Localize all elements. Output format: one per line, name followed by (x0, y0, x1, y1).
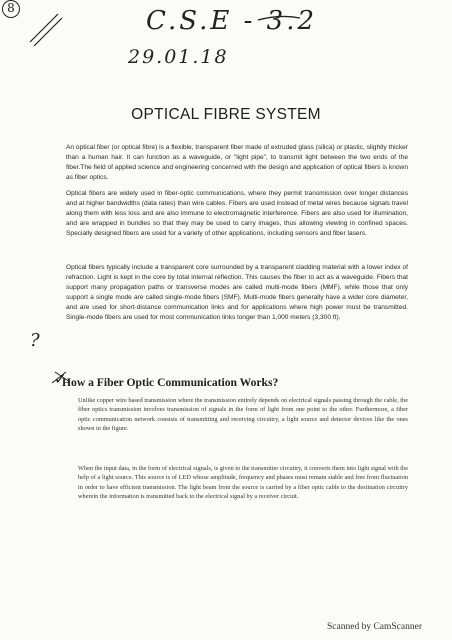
paragraph-uses: Optical fibers are widely used in fiber-optic communications, where they permit transmission over longer distances and at higher bandwidths (data rates) than wire cables. Fibers are used instead of metal wires because signals travel along them with less loss and are also immune to electromagnetic interference. Fibers are also used for illumination, and are wrapped in bundles so that they may be used to carry images, thus allowing viewing in confined spaces. Specially designed fibers are used for a variety of other applications, including sensors and fiber lasers. (66, 190, 408, 238)
handwritten-course-code: C.S.E - 3.2 (146, 6, 318, 36)
scanner-watermark: Scanned by CamScanner (327, 622, 422, 632)
paragraph-transmission: Unlike copper wire based transmission where the transmission entirely depends on electrical signals passing through the cable, the fiber optics transmission involves transmission of signals in the form of light from one point to the other. Furthermore, a fiber optic communication network consists of transmitting and receiving circuitry, a light source and detector devices like the ones shown in the figure. (78, 397, 408, 433)
section-heading: How a Fiber Optic Communication Works? (62, 376, 279, 389)
paragraph-process: When the input data, in the form of electrical signals, is given to the transmitter circuitry, it converts them into light signal with the help of a light source. This source is of LED whose amplitude, frequency and phases must remain stable and free from fluctuation in order to have efficient transmission. The light beam from the source is carried by a fiber optic cable to the destination circuitry wherein the information is transmitted back to the electrical signal by a receiver circuit. (78, 465, 408, 501)
handwritten-date: 29.01.18 (128, 46, 229, 68)
handwritten-page-number: 8 (2, 0, 20, 18)
paragraph-structure: Optical fibers typically include a transparent core surrounded by a transparent cladding material with a lower index of refraction. Light is kept in the core by total internal reflection. This causes the fiber to act as a waveguide. Fibers that support many propagation paths or transverse modes are called multi-mode fibers (MMF), while those that only support a single mode are called single-mode fibers (SMF). Multi-mode fibers generally have a wider core diameter, and are used for short-distance communication links and for applications where high power must be transmitted. Single-mode fibers are used for most communication links longer than 1,000 meters (3,300 ft). (66, 264, 408, 322)
checkmark-icon: ✓ (54, 370, 67, 388)
handwritten-question-mark: ? (30, 330, 40, 351)
paragraph-definition: An optical fiber (or optical fibre) is a flexible, transparent fiber made of extruded glass (silica) or plastic, slightly thicker than a human hair. It can function as a waveguide, or "light pipe", to transmit light between the two ends of the fiber.The field of applied science and engineering concerned with the design and application of optical fibers is known as fiber optics. (66, 144, 408, 182)
document-title: OPTICAL FIBRE SYSTEM (131, 106, 321, 123)
